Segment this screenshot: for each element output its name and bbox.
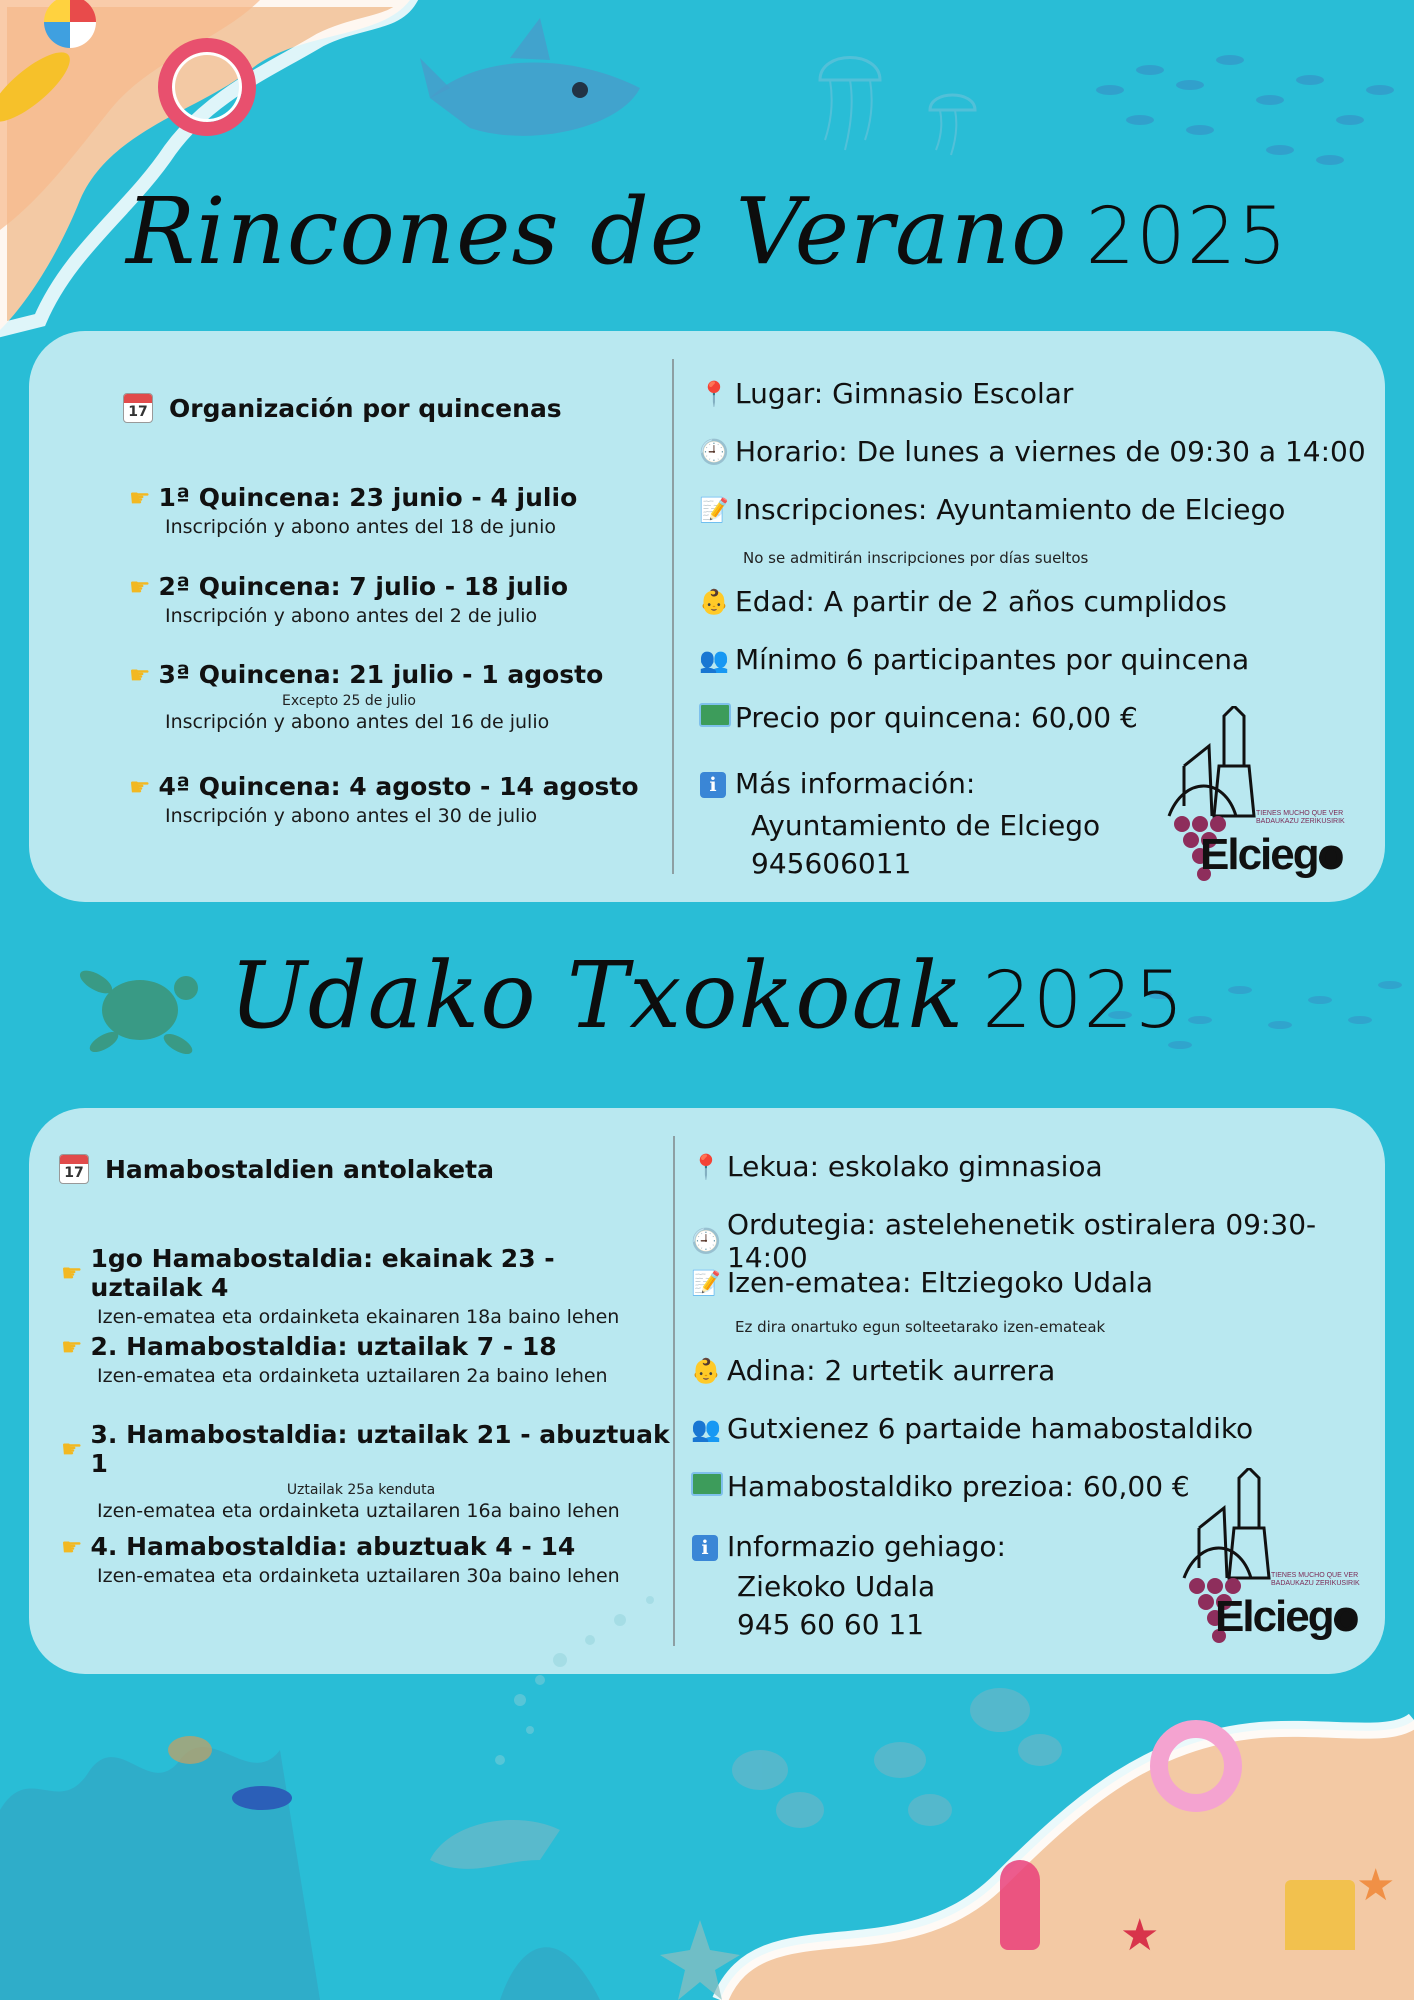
period-note: Inscripción y abono antes del 18 de junio <box>165 516 556 538</box>
info-price <box>699 701 1138 734</box>
information-icon: i <box>699 769 727 798</box>
period-3 <box>129 660 669 733</box>
title-udako-txokoak <box>0 942 1414 1049</box>
round-pushpin-icon: 📍 <box>699 379 729 408</box>
period-title: 1go Hamabostaldia: ekainak 23 - uztailak 4 <box>90 1244 555 1302</box>
title-year: 2025 <box>982 956 1185 1046</box>
periods-column <box>59 1154 659 1184</box>
pointing-finger-icon: ☛ <box>61 1259 83 1287</box>
info-place <box>699 377 1073 410</box>
period-1 <box>61 1244 671 1328</box>
info-minimum <box>699 643 1249 676</box>
org-heading-text: Hamabostaldien antolaketa <box>105 1154 494 1184</box>
info-more-text: Informazio gehiago: <box>727 1530 1006 1563</box>
baby-icon: 👶 <box>691 1356 721 1385</box>
info-registration-text: Izen-ematea: Eltziegoko Udala <box>727 1266 1154 1299</box>
period-title: 3ª Quincena: 21 julio - 1 agosto <box>158 660 604 689</box>
starfish-icon: ★ <box>1356 1860 1396 1911</box>
org-heading <box>59 1154 659 1184</box>
info-price-text: Precio por quincena: 60,00 € <box>735 701 1138 734</box>
pointing-finger-icon: ☛ <box>129 660 151 689</box>
info-age-text: Edad: A partir de 2 años cumplidos <box>735 585 1227 618</box>
info-schedule <box>699 435 1366 468</box>
flamingo-float-icon <box>1150 1720 1242 1812</box>
title-rincones-de-verano <box>0 178 1414 285</box>
info-more-text: Más información: <box>735 767 976 800</box>
pointing-finger-icon: ☛ <box>61 1532 83 1561</box>
banknote-icon <box>699 703 727 733</box>
pointing-finger-icon: ☛ <box>129 483 151 512</box>
contact-block <box>751 807 1100 883</box>
period-title: 4ª Quincena: 4 agosto - 14 agosto <box>158 772 639 801</box>
logo-name: Elciego <box>1215 1592 1358 1641</box>
information-icon: i <box>691 1532 719 1561</box>
card-rincones-de-verano <box>29 331 1385 902</box>
info-minimum <box>691 1412 1253 1445</box>
period-note: Inscripción y abono antes del 16 de julio <box>165 711 550 733</box>
info-place-text: Lugar: Gimnasio Escolar <box>735 377 1074 410</box>
title-text: Rincones de Verano <box>125 178 1068 285</box>
info-minimum-text: Mínimo 6 participantes por quincena <box>735 643 1250 676</box>
clock-icon: 🕘 <box>699 437 729 466</box>
period-note: Inscripción y abono antes del 2 de julio <box>165 605 538 627</box>
memo-icon: 📝 <box>699 495 729 524</box>
info-place-text: Lekua: eskolako gimnasioa <box>727 1150 1103 1183</box>
period-title: 4. Hamabostaldia: abuztuak 4 - 14 <box>90 1532 576 1561</box>
info-age <box>699 585 1227 618</box>
period-note: Inscripción y abono antes el 30 de julio <box>165 805 538 827</box>
calendar-icon: 17 <box>123 393 153 423</box>
info-registration <box>699 493 1285 526</box>
org-heading <box>123 393 663 423</box>
contact-name: Ziekoko Udala <box>737 1570 936 1603</box>
pointing-finger-icon: ☛ <box>129 572 151 601</box>
girl-with-float-illustration <box>1000 1860 1040 1950</box>
period-1 <box>129 483 669 538</box>
pointing-finger-icon: ☛ <box>61 1332 83 1361</box>
people-icon: 👥 <box>691 1414 721 1443</box>
org-heading-text: Organización por quincenas <box>169 393 562 423</box>
round-pushpin-icon: 📍 <box>691 1152 721 1181</box>
info-registration <box>691 1266 1153 1299</box>
period-title: 2. Hamabostaldia: uztailak 7 - 18 <box>90 1332 557 1361</box>
logo-tagline: TIENES MUCHO QUE VER BADAUKAZU ZERIKUSIRIK <box>1256 810 1345 825</box>
title-year: 2025 <box>1085 192 1289 282</box>
period-note: Izen-ematea eta ordainketa ekainaren 18a baino lehen <box>97 1306 620 1328</box>
period-note: Izen-ematea eta ordainketa uztailaren 16a baino lehen <box>97 1500 620 1522</box>
pointing-finger-icon: ☛ <box>129 772 151 801</box>
card-divider <box>672 359 674 874</box>
sandcastle-illustration <box>1285 1880 1355 1950</box>
jellyfish-illustration <box>800 40 1000 170</box>
info-more <box>699 767 975 800</box>
info-registration-note: No se admitirán inscripciones por días sueltos <box>743 549 1089 567</box>
period-note: Izen-ematea eta ordainketa uztailaren 30a baino lehen <box>97 1565 620 1587</box>
period-2 <box>61 1332 671 1387</box>
starfish-icon: ★ <box>1120 1910 1160 1961</box>
info-registration-text: Inscripciones: Ayuntamiento de Elciego <box>735 493 1286 526</box>
info-registration-note: Ez dira onartuko egun solteetarako izen-emateak <box>735 1318 1106 1336</box>
period-4 <box>129 772 669 827</box>
contact-phone: 945 60 60 11 <box>737 1608 925 1641</box>
pointing-finger-icon: ☛ <box>61 1435 83 1463</box>
logo-tagline: TIENES MUCHO QUE VER BADAUKAZU ZERIKUSIRIK <box>1271 1572 1360 1587</box>
memo-icon: 📝 <box>691 1268 721 1297</box>
logo-name: Elciego <box>1200 830 1343 879</box>
elciego-logo <box>1164 706 1354 886</box>
period-exception: Excepto 25 de julio <box>282 693 416 709</box>
info-age-text: Adina: 2 urtetik aurrera <box>727 1354 1056 1387</box>
info-minimum-text: Gutxienez 6 partaide hamabostaldiko <box>727 1412 1254 1445</box>
fish-school-top-right <box>1080 30 1410 180</box>
shark-illustration <box>420 18 660 168</box>
info-price <box>691 1470 1190 1503</box>
period-title: 3. Hamabostaldia: uztailak 21 - abuztuak 1 <box>90 1420 670 1478</box>
title-text: Udako Txokoak <box>229 942 965 1049</box>
period-title: 2ª Quincena: 7 julio - 18 julio <box>158 572 569 601</box>
contact-phone: 945606011 <box>751 847 912 880</box>
info-age <box>691 1354 1055 1387</box>
periods-column <box>123 393 663 423</box>
people-icon: 👥 <box>699 645 729 674</box>
period-3 <box>61 1420 671 1522</box>
contact-name: Ayuntamiento de Elciego <box>751 809 1101 842</box>
period-2 <box>129 572 669 627</box>
period-note: Izen-ematea eta ordainketa uztailaren 2a baino lehen <box>97 1365 608 1387</box>
info-schedule <box>691 1208 1385 1274</box>
info-price-text: Hamabostaldiko prezioa: 60,00 € <box>727 1470 1190 1503</box>
info-place <box>691 1150 1103 1183</box>
period-exception: Uztailak 25a kenduta <box>286 1482 436 1498</box>
life-ring-icon <box>158 38 256 136</box>
info-schedule-text: Horario: De lunes a viernes de 09:30 a 14:00 <box>735 435 1366 468</box>
info-schedule-text: Ordutegia: astelehenetik ostiralera 09:30-14:00 <box>727 1208 1317 1274</box>
calendar-icon: 17 <box>59 1154 89 1184</box>
clock-icon: 🕘 <box>691 1227 721 1255</box>
baby-icon: 👶 <box>699 587 729 616</box>
period-title: 1ª Quincena: 23 junio - 4 julio <box>158 483 578 512</box>
banknote-icon <box>691 1472 719 1502</box>
info-more <box>691 1530 1006 1563</box>
